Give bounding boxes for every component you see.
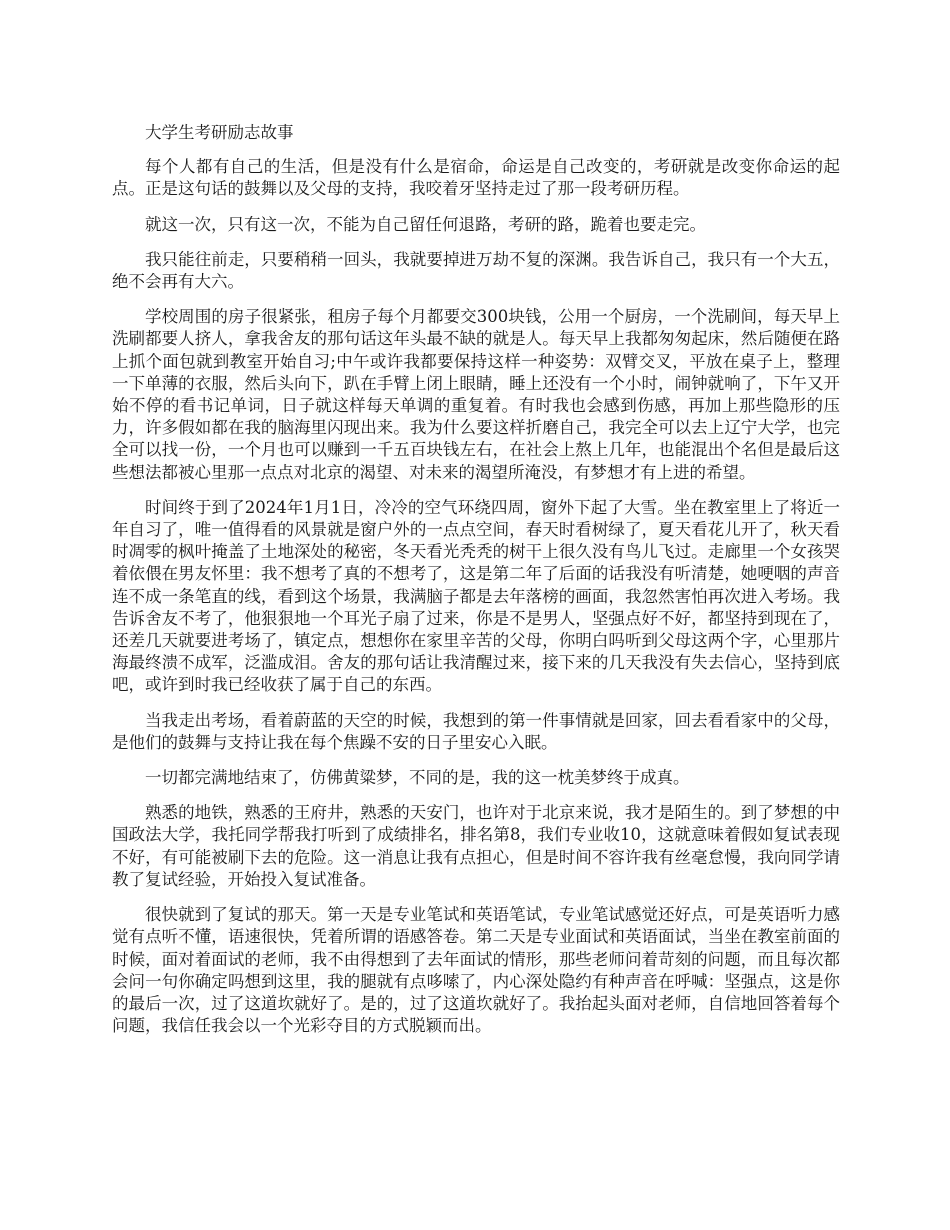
paragraph-6: 当我走出考场，看着蔚蓝的天空的时候，我想到的第一件事情就是回家，回去看看家中的父母，是他们的鼓舞与支持让我在每个焦躁不安的日子里安心入眠。	[112, 710, 840, 752]
paragraph-8: 熟悉的地铁，熟悉的王府井，熟悉的天安门，也许对于北京来说，我才是陌生的。到了梦想的中国政法大学，我托同学帮我打听到了成绩排名，排名第8，我们专业收10，这就意味着假如复试表现不好，有可能被刷下去的危险。这一消息让我有点担心，但是时间不容许我有丝毫怠慢，我向同学请教了复试经验，开始投入复试准备。	[112, 803, 840, 889]
document-title: 大学生考研励志故事	[145, 123, 294, 142]
paragraph-9: 很快就到了复试的那天。第一天是专业笔试和英语笔试，专业笔试感觉还好点，可是英语听力感觉有点听不懂，语速很快，凭着所谓的语感答卷。第二天是专业面试和英语面试，当坐在教室前面的时候，面对着面试的老师，我不由得想到了去年面试的情形，那些老师问着苛刻的问题，而且每次都会问一句你确定吗想到这里，我的腿就有点哆嗦了，内心深处隐约有种声音在呼喊：坚强点，这是你的最后一次，过了这道坎就好了。是的，过了这道坎就好了。我抬起头面对老师，自信地回答着每个问题，我信任我会以一个光彩夺目的方式脱颖而出。	[112, 905, 840, 1036]
paragraph-2: 就这一次，只有这一次，不能为自己留任何退路，考研的路，跪着也要走完。	[145, 214, 706, 234]
paragraph-5: 时间终于到了2024年1月1日，冷冷的空气环绕四周，窗外下起了大雪。坐在教室里上了将近一年自习了，唯一值得看的风景就是窗户外的一点点空间，春天时看树绿了，夏天看花儿开了，秋天看时凋零的枫叶掩盖了土地深处的秘密，冬天看光秃秃的树干上很久没有鸟儿飞过。走廊里一个女孩哭着依偎在男友怀里：我不想考了真的不想考了，这是第二年了后面的话我没有听清楚，她哽咽的声音连不成一条笔直的线，看到这个场景，我满脑子都是去年落榜的画面，我忽然害怕再次进入考场。我告诉舍友不考了，他狠狠地一个耳光子扇了过来，你是不是男人，坚强点好不好，都坚持到现在了，还差几天就要进考场了，镇定点，想想你在家里辛苦的父母，你明白吗听到父母这两个字，心里那片海最终溃不成军，泛滥成泪。舍友的那句话让我清醒过来，接下来的几天我没有失去信心，坚持到底吧，或许到时我已经收获了属于自己的东西。	[112, 497, 840, 695]
paragraph-3: 我只能往前走，只要稍稍一回头，我就要掉进万劫不复的深渊。我告诉自己，我只有一个大五，绝不会再有大六。	[112, 249, 840, 292]
paragraph-7: 一切都完满地结束了，仿佛黄粱梦，不同的是，我的这一枕美梦终于成真。	[145, 768, 690, 788]
document-page	[112, 122, 840, 1050]
paragraph-1: 每个人都有自己的生活，但是没有什么是宿命，命运是自己改变的，考研就是改变你命运的起点。正是这句话的鼓舞以及父母的支持，我咬着牙坚持走过了那一段考研历程。	[112, 157, 840, 199]
paragraph-4: 学校周围的房子很紧张，租房子每个月都要交300块钱，公用一个厨房，一个洗刷间，每天早上洗刷都要人挤人，拿我舍友的那句话这年头最不缺的就是人。每天早上我都匆匆起床，然后随便在路上抓个面包就到教室开始自习;中午或许我都要保持这样一种姿势：双臂交叉，平放在桌子上，整理一下单薄的衣服，然后头向下，趴在手臂上闭上眼睛，睡上还没有一个小时，闹钟就响了，下午又开始不停的看书记单词，日子就这样每天单调的重复着。有时我也会感到伤感，再加上那些隐形的压力，许多假如都在我的脑海里闪现出来。我为什么要这样折磨自己，我完全可以去上辽宁大学，也完全可以找一份，一个月也可以赚到一千五百块钱左右，在社会上熬上几年，也能混出个名但是最后这些想法都被心里那一点点对北京的渴望、对未来的渴望所淹没，有梦想才有上进的希望。	[112, 307, 840, 482]
